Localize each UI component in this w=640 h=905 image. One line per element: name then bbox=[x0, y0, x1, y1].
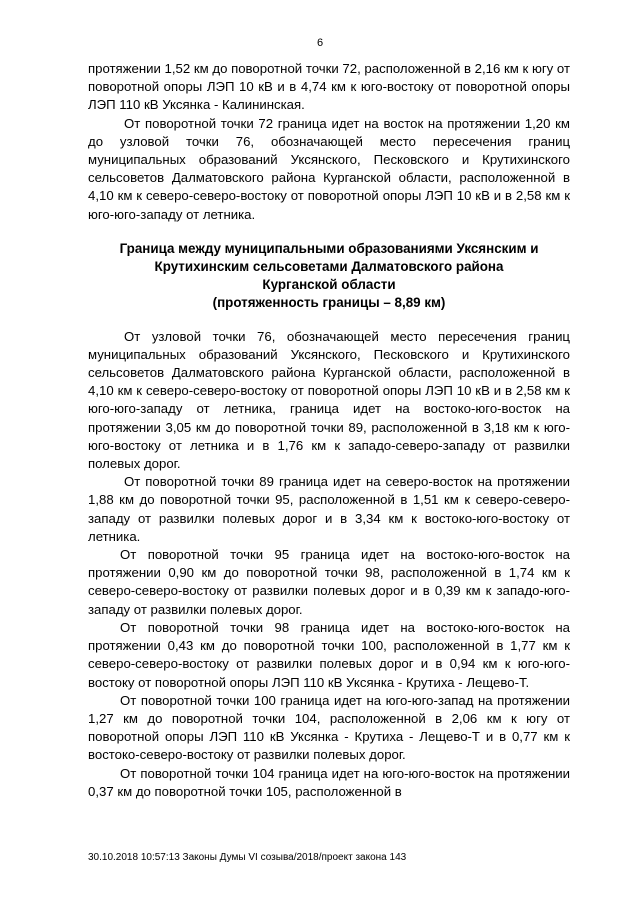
paragraph: От поворотной точки 98 граница идет на востоко-юго-восток на протяжении 0,43 км до поворотной точки 100, расположенной в 1,77 км к северо-северо-востоку от развилки полевых дорог и в 0,94 км к юго-юго-востоку от поворотной опоры ЛЭП 110 кВ Уксянка - Крутиха - Лещево-Т. bbox=[88, 619, 570, 690]
paragraph: От узловой точки 76, обозначающей место пересечения границ муниципальных образований Уксянского, Песковского и Крутихинского сельсоветов Далматовского района Курганской области, расположенной в 4,10 км к северо-северо-востоку от поворотной опоры ЛЭП 10 кВ и в 2,58 км к юго-юго-западу от летника, граница идет на востоко-юго-восток на протяжении 3,05 км до поворотной точки 89, расположенной в 3,18 км к юго-юго-востоку от летника и в 1,76 км к западо-северо-западу от развилки полевых дорог. bbox=[88, 328, 570, 472]
page-number: 6 bbox=[316, 37, 324, 49]
heading-line: Крутихинским сельсоветами Далматовского района bbox=[154, 259, 504, 275]
document-body bbox=[88, 60, 570, 801]
heading-line: Курганской области bbox=[262, 277, 396, 293]
paragraph-continuation: протяжении 1,52 км до поворотной точки 72, расположенной в 2,16 км к югу от поворотной опоры ЛЭП 10 кВ и в 4,74 км к юго-востоку от поворотной опоры ЛЭП 110 кВ Уксянка - Калининская. bbox=[88, 61, 570, 113]
section-heading bbox=[88, 240, 570, 313]
footer-stamp: 30.10.2018 10:57:13 Законы Думы VI созыва/2018/проект закона 143 bbox=[88, 852, 407, 863]
heading-line: (протяженность границы – 8,89 км) bbox=[212, 295, 446, 311]
paragraph: От поворотной точки 100 граница идет на юго-юго-запад на протяжении 1,27 км до поворотной точки 104, расположенной в 2,06 км к югу от поворотной опоры ЛЭП 110 кВ Уксянка - Крутиха - Лещево-Т и в 0,77 км к востоко-северо-востоку от развилки полевых дорог. bbox=[88, 692, 570, 763]
paragraph: От поворотной точки 72 граница идет на восток на протяжении 1,20 км до узловой точки 76, обозначающей место пересечения границ муниципальных образований Уксянского, Песковского и Крутихинского сельсоветов Далматовского района Курганской области, расположенной в 4,10 км к северо-северо-востоку от поворотной опоры ЛЭП 10 кВ и в 2,58 км к юго-юго-западу от летника. bbox=[88, 115, 570, 222]
paragraph: От поворотной точки 89 граница идет на северо-восток на протяжении 1,88 км до поворотной точки 95, расположенной в 1,51 км к северо-северо-западу от развилки полевых дорог и в 3,34 км к востоко-юго-востоку от летника. bbox=[88, 474, 570, 544]
paragraph: От поворотной точки 95 граница идет на востоко-юго-восток на протяжении 0,90 км до поворотной точки 98, расположенной в 1,74 км к северо-северо-востоку от развилки полевых дорог и в 0,39 км к западо-юго-западу от развилки полевых дорог. bbox=[88, 547, 570, 617]
paragraph: От поворотной точки 104 граница идет на юго-юго-восток на протяжении 0,37 км до поворотной точки 105, расположенной в bbox=[88, 765, 570, 799]
heading-line: Граница между муниципальными образованиями Уксянским и bbox=[119, 240, 539, 256]
